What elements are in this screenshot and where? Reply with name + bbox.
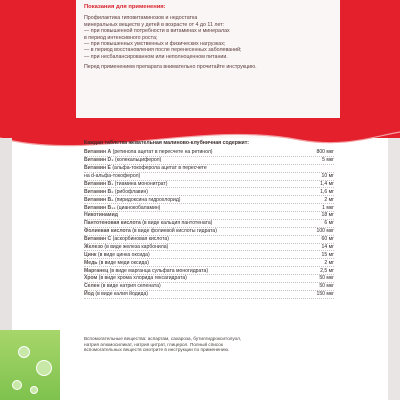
ingredient-name	[84, 173, 140, 179]
ingredient-amount: 6 мг	[324, 220, 334, 227]
table-row	[84, 251, 334, 259]
ingredient-name	[84, 181, 167, 187]
ingredient-amount: 50 мкг	[319, 275, 334, 282]
ingredient-name	[84, 212, 118, 218]
ingredient-detail: (рибофлавин)	[113, 188, 148, 195]
ingredient-detail: (в виде фолиевой кислоты гидрата)	[130, 228, 217, 235]
ingredient-amount: 1,6 мг	[320, 188, 334, 195]
ingredient-name	[84, 236, 169, 242]
ingredient-title: Витамин E	[84, 165, 111, 172]
ingredient-title: Цинк	[84, 251, 97, 258]
indications-line: — при несбалансированном или неполноценном питании.	[84, 53, 228, 60]
ingredient-title: Никотинамид	[84, 212, 118, 219]
ingredient-detail: (в виде кальция пантотената)	[140, 220, 213, 227]
ingredient-detail: (в виде цинка оксида)	[96, 251, 150, 258]
bubble-decoration	[30, 386, 38, 394]
ingredient-detail: (аскорбиновая кислота)	[111, 236, 169, 243]
indications-line: — при повышенной потребности в витаминах и минералах	[84, 28, 230, 35]
table-row	[84, 181, 334, 189]
table-row	[84, 244, 334, 252]
indications-line: Профилактика гиповитаминозов и недостатка	[84, 15, 198, 22]
ingredient-detail: (ретинола ацетат в пересчете на ретинол)	[111, 149, 213, 156]
ingredient-title: Витамин B₁	[84, 180, 114, 187]
ingredient-amount: 150 мкг	[316, 291, 334, 298]
ingredient-amount: 18 мг	[321, 212, 334, 219]
ingredient-title: Витамин B₁₂	[84, 204, 116, 211]
indications-line: — в период восстановления после перенесенных заболеваний;	[84, 47, 242, 54]
ingredient-title: Фолиевая кислота	[84, 228, 131, 235]
ingredient-name	[84, 205, 160, 211]
ingredient-detail: на d-альфа-токоферол)	[84, 173, 141, 180]
ingredient-name	[84, 220, 212, 226]
indications-line: минеральных веществ у детей в возрасте от 4 до 11 лет:	[84, 21, 225, 28]
ingredient-title: Витамин B₆	[84, 196, 114, 203]
ingredient-detail: (альфа-токоферола ацетат в пересчете	[110, 165, 207, 172]
ingredient-name	[84, 268, 208, 274]
ingredient-amount: 2,5 мг	[320, 267, 334, 274]
ingredient-name	[84, 197, 181, 203]
bubble-decoration	[36, 360, 52, 376]
ingredient-detail: (в виде натрия селената)	[99, 283, 161, 290]
ingredient-name	[84, 165, 207, 171]
ingredient-amount: 2 мг	[324, 196, 334, 203]
ingredient-title: Железо	[84, 243, 103, 250]
ingredient-amount: 10 мг	[321, 173, 334, 180]
ingredient-detail: (в виде марганца сульфата моногидрата)	[108, 267, 209, 274]
ingredient-amount: 60 мг	[321, 236, 334, 243]
ingredient-amount: 15 мг	[321, 251, 334, 258]
ingredient-name	[84, 283, 161, 289]
ingredient-detail: (колекальциферол)	[113, 157, 162, 164]
excipients-line: Вспомогательные вещества: аспартам, сахароза, бутилгидрокситолуол,	[84, 336, 242, 341]
ingredient-name	[84, 228, 217, 234]
indications-section	[84, 4, 336, 71]
indications-line: в период интенсивного роста;	[84, 34, 158, 41]
ingredient-name	[84, 149, 213, 155]
table-row	[84, 267, 334, 275]
ingredient-title: Витамин D₃	[84, 157, 114, 164]
ingredient-name	[84, 157, 161, 163]
ingredient-name	[84, 189, 148, 195]
ingredient-amount: 1 мкг	[322, 204, 334, 211]
ingredient-detail: (в виде меди оксида)	[97, 259, 149, 266]
bubble-decoration	[18, 346, 30, 358]
ingredient-amount: 5 мкг	[322, 157, 334, 164]
ingredient-detail: (тиамина мононитрат)	[113, 180, 168, 187]
table-row	[84, 283, 334, 291]
ingredient-detail: (цианокобаламин)	[115, 204, 161, 211]
table-row	[84, 165, 334, 173]
ingredient-title: Медь	[84, 259, 98, 266]
ingredient-amount: 100 мкг	[316, 228, 334, 235]
ingredient-title: Хром	[84, 275, 98, 282]
ingredient-amount: 800 мкг	[316, 149, 334, 156]
ingredient-name	[84, 244, 168, 250]
ingredient-title: Йод	[84, 291, 94, 298]
table-row	[84, 259, 334, 267]
excipients-section	[84, 336, 338, 353]
indications-title: Показания для применения:	[84, 4, 166, 10]
table-row	[84, 228, 334, 236]
ingredient-amount: 1,4 мг	[320, 180, 334, 187]
bubble-decoration	[12, 380, 22, 390]
table-row	[84, 291, 334, 299]
ingredient-name	[84, 260, 149, 266]
excipients-line: натрия алюмосиликат, натрия цитрат, глицерол. Полный список	[84, 341, 223, 347]
ingredient-amount: 14 мг	[321, 243, 334, 250]
ingredient-title: Витамин B₂	[84, 188, 114, 195]
ingredient-title: Марганец	[84, 267, 109, 274]
table-row	[84, 149, 334, 157]
table-row	[84, 236, 334, 244]
ingredient-detail: (в виде железа карбонила)	[102, 243, 169, 250]
table-row	[84, 188, 334, 196]
ingredient-title: Пантотеновая кислота	[84, 220, 141, 227]
ingredient-title: Витамин C	[84, 236, 112, 243]
ingredient-name	[84, 275, 187, 281]
ingredient-amount: 50 мкг	[319, 283, 334, 290]
ingredient-name	[84, 291, 148, 297]
ingredient-detail: (в виде хрома хлорида гексагидрата)	[97, 275, 187, 282]
table-row	[84, 212, 334, 220]
composition-title: Каждая таблетка жевательная малиново-клубничная содержит:	[84, 140, 249, 146]
table-row	[84, 204, 334, 212]
before-use-note: Перед применением препарата внимательно прочитайте инструкцию.	[84, 64, 257, 71]
table-row	[84, 157, 334, 165]
ingredient-name	[84, 252, 150, 258]
indications-line: — при повышенных умственных и физических нагрузках;	[84, 41, 226, 48]
ingredient-title: Селен	[84, 283, 100, 290]
ingredient-detail: (пиридоксина гидрохлорид)	[113, 196, 181, 203]
ingredient-amount: 2 мг	[324, 259, 334, 266]
right-side-band	[388, 138, 400, 400]
table-row	[84, 196, 334, 204]
composition-table	[84, 149, 334, 299]
table-row	[84, 173, 334, 181]
table-row	[84, 275, 334, 283]
table-row	[84, 220, 334, 228]
ingredient-title: Витамин A	[84, 149, 112, 156]
composition-section	[84, 140, 334, 299]
ingredient-detail: (в виде калия йодида)	[93, 291, 149, 298]
excipients-line: вспомогательных веществ смотрите в инструкции по применению.	[84, 347, 230, 353]
